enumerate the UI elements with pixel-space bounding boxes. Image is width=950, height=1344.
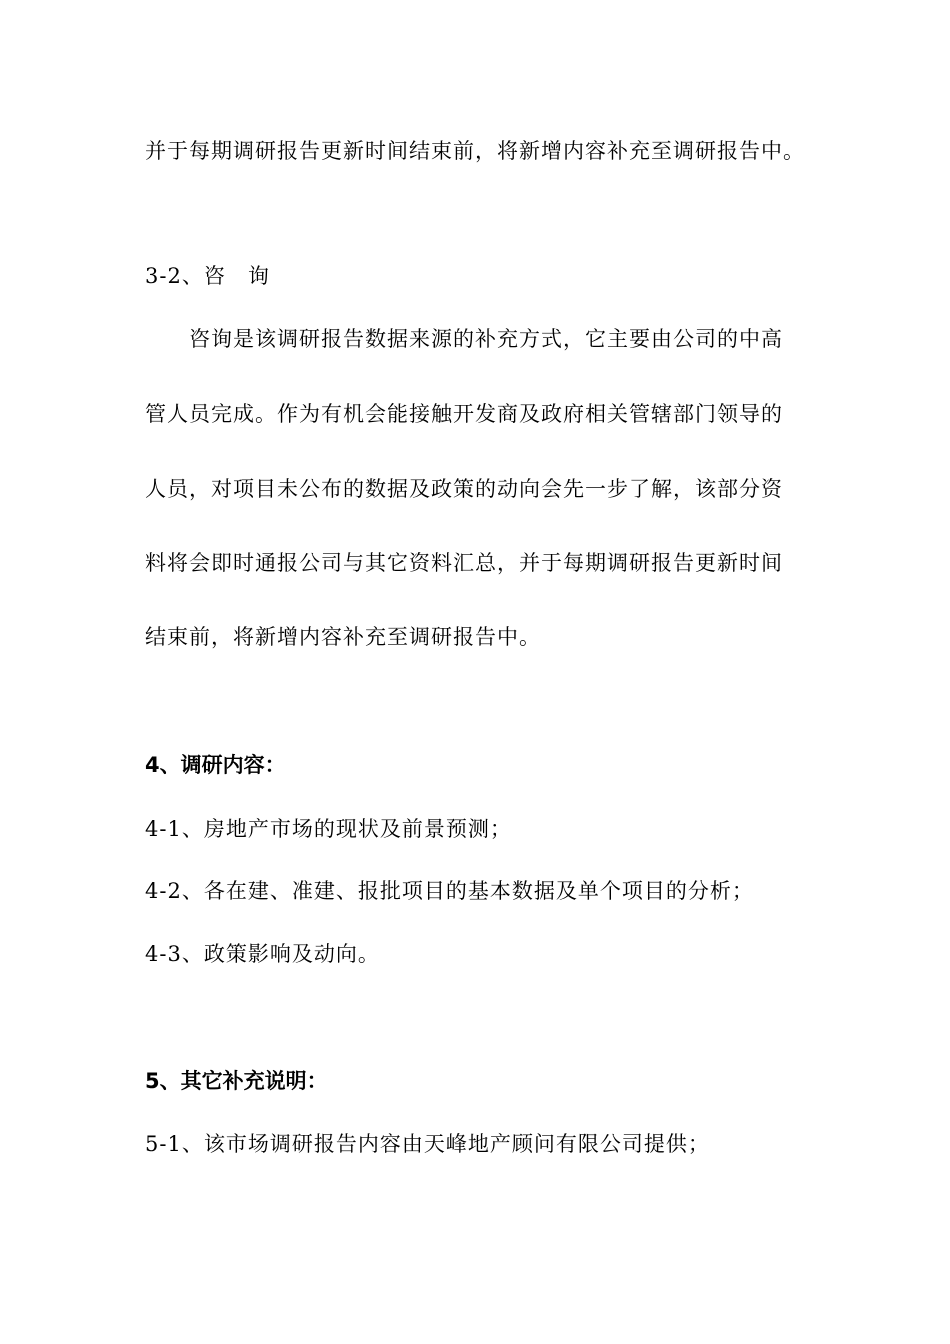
continuation-text: 并于每期调研报告更新时间结束前，将新增内容补充至调研报告中。 — [145, 139, 805, 163]
section-4-item-1: 4-1、房地产市场的现状及前景预测； — [145, 817, 512, 841]
section-5-item-1: 5-1、该市场调研报告内容由天峰地产顾问有限公司提供； — [145, 1132, 710, 1156]
section-3-2-heading: 3-2、咨 询 — [145, 264, 270, 288]
section-3-2-line-1: 咨询是该调研报告数据来源的补充方式，它主要由公司的中高 — [189, 327, 783, 351]
section-4-heading: 4、调研内容： — [145, 753, 286, 777]
section-3-2-line-5: 结束前，将新增内容补充至调研报告中。 — [145, 625, 541, 649]
section-4-item-3: 4-3、政策影响及动向。 — [145, 942, 380, 966]
section-3-2-line-4: 料将会即时通报公司与其它资料汇总，并于每期调研报告更新时间 — [145, 551, 783, 575]
section-3-2-line-2: 管人员完成。作为有机会能接触开发商及政府相关管辖部门领导的 — [145, 402, 783, 426]
section-3-2-line-3: 人员，对项目未公布的数据及政策的动向会先一步了解，该部分资 — [145, 477, 783, 501]
section-4-item-2: 4-2、各在建、准建、报批项目的基本数据及单个项目的分析； — [145, 879, 754, 903]
section-5-heading: 5、其它补充说明： — [145, 1069, 328, 1093]
